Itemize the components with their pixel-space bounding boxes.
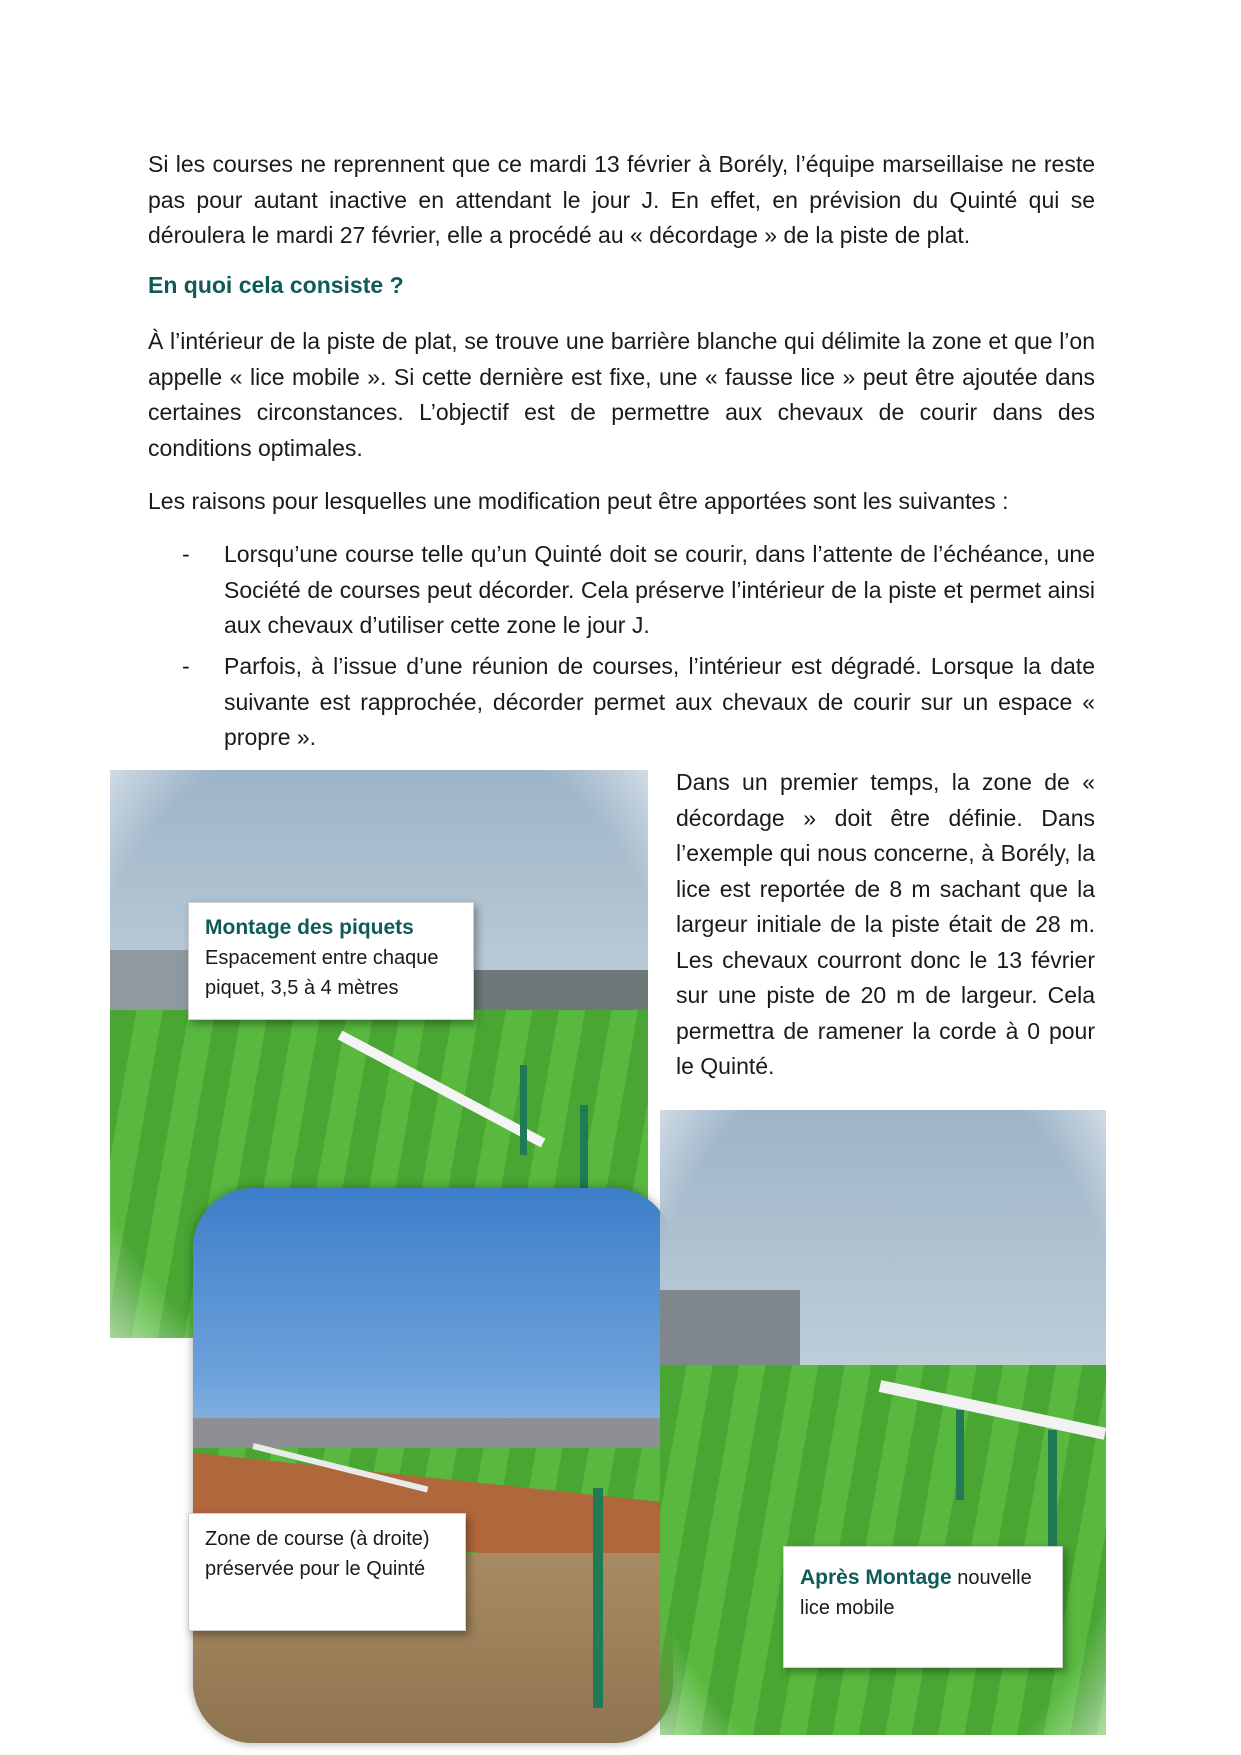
bullet-item: Lorsqu’une course telle qu’un Quinté doit se courir, dans l’attente de l’échéance, une Société de courses peut décorder. Cela préserve l’intérieur de la piste et permet ainsi aux chevaux d’utiliser cette zone le jour J. [224, 541, 1095, 638]
caption-apres-text: nouvelle lice mobile [800, 1567, 1032, 1619]
lice-paragraph: À l’intérieur de la piste de plat, se trouve une barrière blanche qui délimite la zone et que l’on appelle « lice mobile ». Si cette dernière est fixe, une « fausse lice » peut être ajoutée dans certaines circonstances. L’objectif est de permettre aux chevaux de courir dans des conditions optimales. [148, 328, 1095, 461]
reasons-paragraph: Les raisons pour lesquelles une modification peut être apportées sont les suivantes : [148, 488, 1009, 514]
bullet-marker: - [182, 541, 190, 567]
caption-zone-text: Zone de course (à droite) préservée pour le Quinté [205, 1528, 430, 1580]
bullet-marker: - [182, 653, 190, 679]
decordage-paragraph: Dans un premier temps, la zone de « décordage » doit être définie. Dans l’exemple qui nous concerne, à Borély, la lice est reportée de 8 m sachant que la largeur initiale de la piste était de 28 m. Les chevaux courront donc le 13 février sur une piste de 20 m de largeur. Cela permettra de ramener la corde à 0 pour le Quinté. [676, 769, 1095, 1079]
caption-zone [188, 1513, 466, 1631]
section-heading: En quoi cela consiste ? [148, 272, 404, 298]
photo-zone-course [193, 1188, 673, 1743]
intro-paragraph: Si les courses ne reprennent que ce mardi 13 février à Borély, l’équipe marseillaise ne reste pas pour autant inactive en attendant le jour J. En effet, en prévision du Quinté qui se déroulera le mardi 27 février, elle a procédé au « décordage » de la piste de plat. [148, 151, 1095, 248]
caption-apres [783, 1546, 1063, 1668]
caption-montage-title: Montage des piquets [205, 916, 414, 939]
caption-montage [188, 902, 474, 1020]
caption-apres-title: Après Montage [800, 1566, 952, 1589]
bullet-item: Parfois, à l’issue d’une réunion de courses, l’intérieur est dégradé. Lorsque la date suivante est rapprochée, décorder permet aux chevaux de courir sur un espace « propre ». [224, 653, 1095, 750]
caption-montage-text: Espacement entre chaque piquet, 3,5 à 4 mètres [205, 947, 439, 999]
